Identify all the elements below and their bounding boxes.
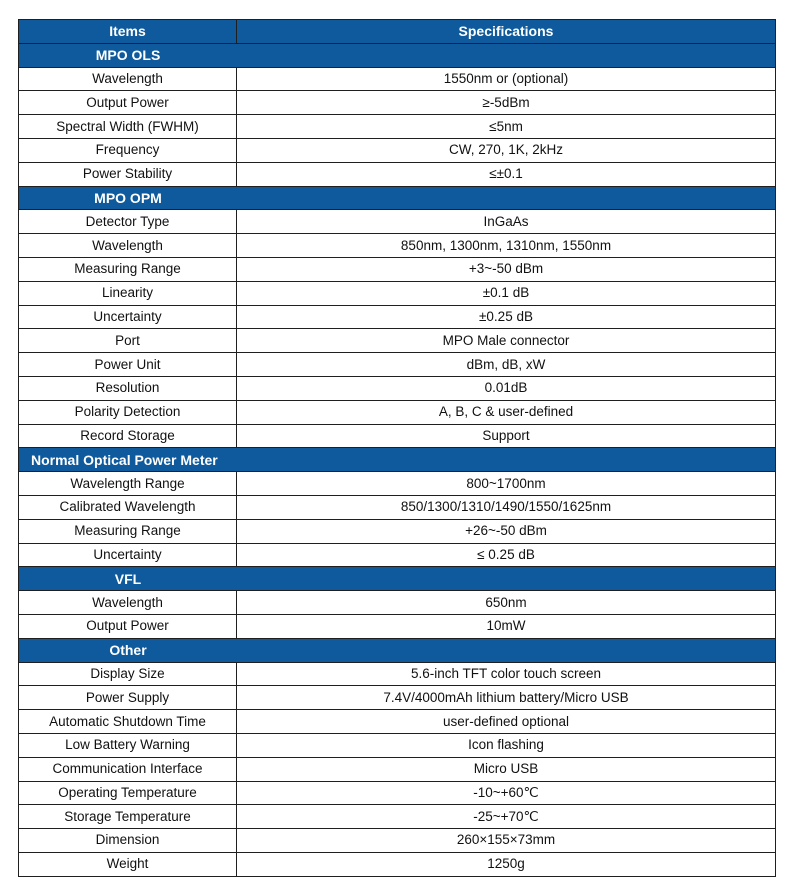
spec-cell: A, B, C & user-defined xyxy=(237,400,776,424)
table-row xyxy=(19,662,776,686)
spec-cell: MPO Male connector xyxy=(237,329,776,353)
table-row xyxy=(19,781,776,805)
table-header-row xyxy=(19,20,776,44)
header-items: Items xyxy=(19,20,237,44)
header-specifications: Specifications xyxy=(237,20,776,44)
table-row xyxy=(19,519,776,543)
section-header-row xyxy=(19,186,776,210)
item-cell: Operating Temperature xyxy=(19,781,237,805)
section-header-row xyxy=(19,567,776,591)
table-row xyxy=(19,591,776,615)
table-row xyxy=(19,234,776,258)
table-row xyxy=(19,353,776,377)
spec-cell: Support xyxy=(237,424,776,448)
spec-cell: ±0.25 dB xyxy=(237,305,776,329)
item-cell: Power Unit xyxy=(19,353,237,377)
spec-table xyxy=(18,19,776,877)
spec-cell: Icon flashing xyxy=(237,733,776,757)
table-row xyxy=(19,710,776,734)
spec-cell: Micro USB xyxy=(237,757,776,781)
spec-cell: -25~+70℃ xyxy=(237,805,776,829)
section-header xyxy=(19,448,776,472)
item-cell: Wavelength Range xyxy=(19,472,237,496)
spec-cell: 1550nm or (optional) xyxy=(237,67,776,91)
table-row xyxy=(19,138,776,162)
table-row xyxy=(19,329,776,353)
item-cell: Automatic Shutdown Time xyxy=(19,710,237,734)
spec-cell: -10~+60℃ xyxy=(237,781,776,805)
spec-cell: 5.6-inch TFT color touch screen xyxy=(237,662,776,686)
table-row xyxy=(19,162,776,186)
table-row xyxy=(19,257,776,281)
item-cell: Polarity Detection xyxy=(19,400,237,424)
item-cell: Frequency xyxy=(19,138,237,162)
spec-cell: 800~1700nm xyxy=(237,472,776,496)
item-cell: Wavelength xyxy=(19,591,237,615)
table-row xyxy=(19,614,776,638)
spec-cell: +3~-50 dBm xyxy=(237,257,776,281)
section-header xyxy=(19,43,776,67)
item-cell: Power Supply xyxy=(19,686,237,710)
table-row xyxy=(19,829,776,853)
section-title: MPO OLS xyxy=(95,47,161,64)
section-title: VFL xyxy=(114,570,142,587)
item-cell: Resolution xyxy=(19,376,237,400)
spec-cell: ≤±0.1 xyxy=(237,162,776,186)
item-cell: Record Storage xyxy=(19,424,237,448)
spec-cell: user-defined optional xyxy=(237,710,776,734)
spec-cell: ≥-5dBm xyxy=(237,91,776,115)
spec-cell: 7.4V/4000mAh lithium battery/Micro USB xyxy=(237,686,776,710)
spec-cell: +26~-50 dBm xyxy=(237,519,776,543)
section-title: Normal Optical Power Meter xyxy=(31,451,218,468)
section-header xyxy=(19,186,776,210)
item-cell: Wavelength xyxy=(19,234,237,258)
spec-cell: 260×155×73mm xyxy=(237,829,776,853)
spec-cell: CW, 270, 1K, 2kHz xyxy=(237,138,776,162)
item-cell: Display Size xyxy=(19,662,237,686)
section-header xyxy=(19,638,776,662)
spec-cell: 850nm, 1300nm, 1310nm, 1550nm xyxy=(237,234,776,258)
section-header xyxy=(19,567,776,591)
item-cell: Communication Interface xyxy=(19,757,237,781)
item-cell: Spectral Width (FWHM) xyxy=(19,115,237,139)
item-cell: Uncertainty xyxy=(19,305,237,329)
spec-table-body xyxy=(19,20,776,877)
table-row xyxy=(19,733,776,757)
item-cell: Measuring Range xyxy=(19,519,237,543)
table-row xyxy=(19,686,776,710)
table-row xyxy=(19,67,776,91)
item-cell: Storage Temperature xyxy=(19,805,237,829)
section-title: Other xyxy=(109,642,147,659)
table-row xyxy=(19,424,776,448)
spec-cell: dBm, dB, xW xyxy=(237,353,776,377)
table-row xyxy=(19,495,776,519)
item-cell: Power Stability xyxy=(19,162,237,186)
item-cell: Detector Type xyxy=(19,210,237,234)
spec-cell: ±0.1 dB xyxy=(237,281,776,305)
item-cell: Calibrated Wavelength xyxy=(19,495,237,519)
spec-cell: 10mW xyxy=(237,614,776,638)
spec-cell: 1250g xyxy=(237,852,776,876)
spec-cell: 0.01dB xyxy=(237,376,776,400)
item-cell: Output Power xyxy=(19,91,237,115)
item-cell: Uncertainty xyxy=(19,543,237,567)
item-cell: Port xyxy=(19,329,237,353)
item-cell: Linearity xyxy=(19,281,237,305)
table-row xyxy=(19,305,776,329)
item-cell: Low Battery Warning xyxy=(19,733,237,757)
table-row xyxy=(19,91,776,115)
item-cell: Weight xyxy=(19,852,237,876)
table-row xyxy=(19,543,776,567)
section-header-row xyxy=(19,43,776,67)
table-row xyxy=(19,757,776,781)
item-cell: Measuring Range xyxy=(19,257,237,281)
table-row xyxy=(19,281,776,305)
section-title: MPO OPM xyxy=(94,189,162,206)
spec-cell: 650nm xyxy=(237,591,776,615)
table-row xyxy=(19,400,776,424)
table-row xyxy=(19,376,776,400)
section-header-row xyxy=(19,448,776,472)
spec-cell: 850/1300/1310/1490/1550/1625nm xyxy=(237,495,776,519)
table-row xyxy=(19,852,776,876)
section-header-row xyxy=(19,638,776,662)
table-row xyxy=(19,472,776,496)
table-row xyxy=(19,805,776,829)
table-row xyxy=(19,115,776,139)
item-cell: Wavelength xyxy=(19,67,237,91)
item-cell: Dimension xyxy=(19,829,237,853)
spec-cell: InGaAs xyxy=(237,210,776,234)
spec-cell: ≤5nm xyxy=(237,115,776,139)
item-cell: Output Power xyxy=(19,614,237,638)
table-row xyxy=(19,210,776,234)
spec-cell: ≤ 0.25 dB xyxy=(237,543,776,567)
